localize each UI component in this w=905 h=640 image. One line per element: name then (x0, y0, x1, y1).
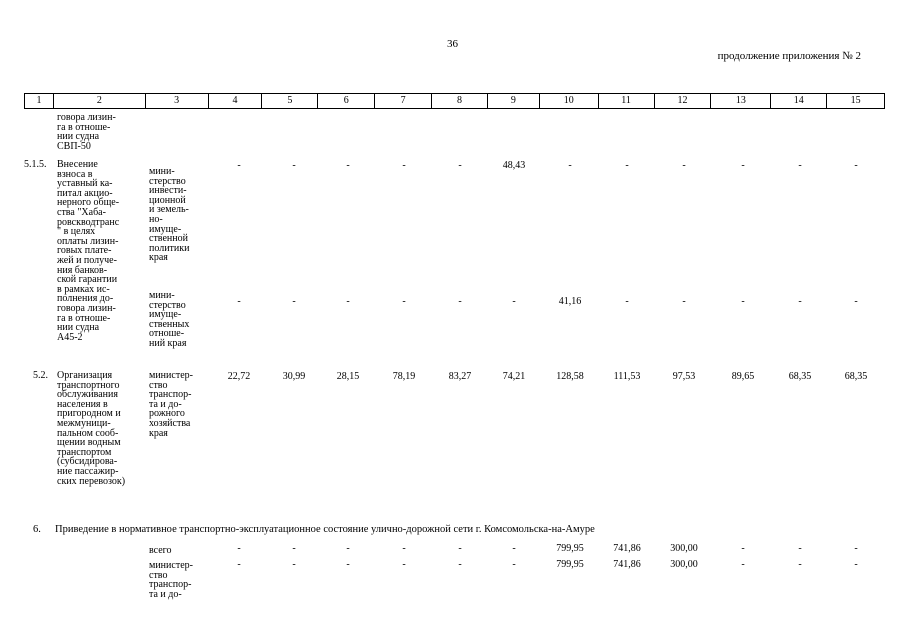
row-52-value-col-14: 68,35 (788, 371, 812, 382)
page-number: 36 (447, 38, 458, 50)
row-515-exec1-value-col-11: - (625, 160, 629, 171)
section-6-exec-value-col-5: - (292, 559, 296, 570)
row-52-name: Организация транспортного обслуживания населения в пригородном и межмуници- пальном сооб- щении водным транспортом (субсидирова- ние пассажир- ских перевозок) (57, 370, 126, 487)
row-515-exec1-value-col-14: - (798, 160, 802, 171)
row-515-exec2-value-col-8: - (458, 296, 462, 307)
row-52-value-col-11: 111,53 (613, 371, 641, 382)
section-6-exec-value-col-13: - (741, 559, 745, 570)
row-52-value-col-10: 128,58 (556, 371, 584, 382)
row-52-value-col-6: 28,15 (336, 371, 360, 382)
row-52-value-col-9: 74,21 (502, 371, 526, 382)
section-6-exec-value-col-9: - (512, 559, 516, 570)
row-515-exec2-value-col-10: 41,16 (558, 296, 582, 307)
row-52-value-col-4: 22,72 (227, 371, 251, 382)
header-col-12: 12 (655, 94, 712, 108)
row-52-executor: министер- ство транспор- та и до- рожного хозяйства края (149, 370, 193, 439)
section-6-total-value-col-6: - (346, 543, 350, 554)
header-col-6: 6 (318, 94, 375, 108)
section-6-total-value-col-9: - (512, 543, 516, 554)
row-515-exec1-value-col-10: - (568, 160, 572, 171)
section-6-title: Приведение в нормативное транспортно-эксплуатационное состояние улично-дорожной сети г. Комсомольска-на-Амуре (55, 524, 595, 535)
section-6-exec-value-col-7: - (402, 559, 406, 570)
section-6-total-value-col-14: - (798, 543, 802, 554)
row-515-exec2-value-col-13: - (741, 296, 745, 307)
row-515-number: 5.1.5. (24, 159, 47, 170)
row-515-executor-1: мини- стерство инвести- ционной и земель- но- имуще- ственной политики края (149, 166, 190, 264)
row-52-value-col-15: 68,35 (844, 371, 868, 382)
section-6-exec-value-col-14: - (798, 559, 802, 570)
section-6-total-value-col-5: - (292, 543, 296, 554)
section-6-exec-value-col-4: - (237, 559, 241, 570)
header-col-9: 9 (488, 94, 540, 108)
row-515-exec1-value-col-15: - (854, 160, 858, 171)
row-continuation-name: говора лизин- га в отноше- нии судна СВП-50 (57, 112, 116, 152)
section-6-total-value-col-7: - (402, 543, 406, 554)
header-col-4: 4 (209, 94, 263, 108)
row-515-exec1-value-col-7: - (402, 160, 406, 171)
row-52-number: 5.2. (33, 370, 48, 381)
section-6-number: 6. (33, 524, 41, 535)
header-col-5: 5 (262, 94, 318, 108)
header-col-7: 7 (375, 94, 432, 108)
row-515-exec1-value-col-5: - (292, 160, 296, 171)
header-col-10: 10 (540, 94, 599, 108)
section-6-exec-value-col-8: - (458, 559, 462, 570)
row-515-exec1-value-col-12: - (682, 160, 686, 171)
row-52-value-col-5: 30,99 (282, 371, 306, 382)
row-515-exec1-value-col-8: - (458, 160, 462, 171)
section-6-exec-value-col-15: - (854, 559, 858, 570)
row-515-exec2-value-col-15: - (854, 296, 858, 307)
row-515-exec2-value-col-12: - (682, 296, 686, 307)
row-52-value-col-13: 89,65 (731, 371, 755, 382)
continuation-label: продолжение приложения № 2 (717, 50, 861, 62)
section-6-exec-value-col-12: 300,00 (670, 559, 698, 570)
row-515-exec2-value-col-5: - (292, 296, 296, 307)
table-header-row (24, 93, 885, 109)
section-6-total-value-col-10: 799,95 (556, 543, 584, 554)
section-6-total-value-col-12: 300,00 (670, 543, 698, 554)
section-6-exec-value-col-11: 741,86 (613, 559, 641, 570)
section-6-exec-value-col-6: - (346, 559, 350, 570)
row-515-executor-2: мини- стерство имуще- ственных отноше- ний края (149, 290, 190, 349)
header-col-14: 14 (771, 94, 827, 108)
section-6-total-value-col-13: - (741, 543, 745, 554)
header-col-1: 1 (25, 94, 54, 108)
row-515-exec2-value-col-9: - (512, 296, 516, 307)
header-col-15: 15 (850, 95, 861, 106)
header-col-2: 2 (54, 94, 146, 108)
row-515-exec2-value-col-6: - (346, 296, 350, 307)
section-6-exec-value-col-10: 799,95 (556, 559, 584, 570)
row-515-exec1-value-col-9: 48,43 (502, 160, 526, 171)
section-6-total-value-col-4: - (237, 543, 241, 554)
row-515-exec1-value-col-13: - (741, 160, 745, 171)
row-515-exec2-value-col-11: - (625, 296, 629, 307)
row-515-exec1-value-col-6: - (346, 160, 350, 171)
row-515-name: Внесение взноса в уставный ка- питал акцио- нерного обще- ства "Хаба- ровскводтранс " в целях оплаты лизин- говых плате- жей и получе- ния банков- ской гарантии в рамках ис- полнения до- говора лизин- га в отноше- нии судна А45-2 (57, 159, 120, 343)
section-6-total-value-col-8: - (458, 543, 462, 554)
header-col-13: 13 (711, 94, 771, 108)
header-col-3: 3 (146, 94, 209, 108)
row-52-value-col-12: 97,53 (672, 371, 696, 382)
row-515-exec2-value-col-7: - (402, 296, 406, 307)
row-515-exec2-value-col-4: - (237, 296, 241, 307)
section-6-executor: министер- ство транспор- та и до- (149, 560, 193, 600)
header-col-11: 11 (599, 94, 655, 108)
row-52-value-col-7: 78,19 (392, 371, 416, 382)
row-52-value-col-8: 83,27 (448, 371, 472, 382)
section-6-total-value-col-11: 741,86 (613, 543, 641, 554)
row-515-exec2-value-col-14: - (798, 296, 802, 307)
header-col-8: 8 (432, 94, 488, 108)
row-515-exec1-value-col-4: - (237, 160, 241, 171)
section-6-total-label: всего (149, 545, 172, 556)
section-6-total-value-col-15: - (854, 543, 858, 554)
